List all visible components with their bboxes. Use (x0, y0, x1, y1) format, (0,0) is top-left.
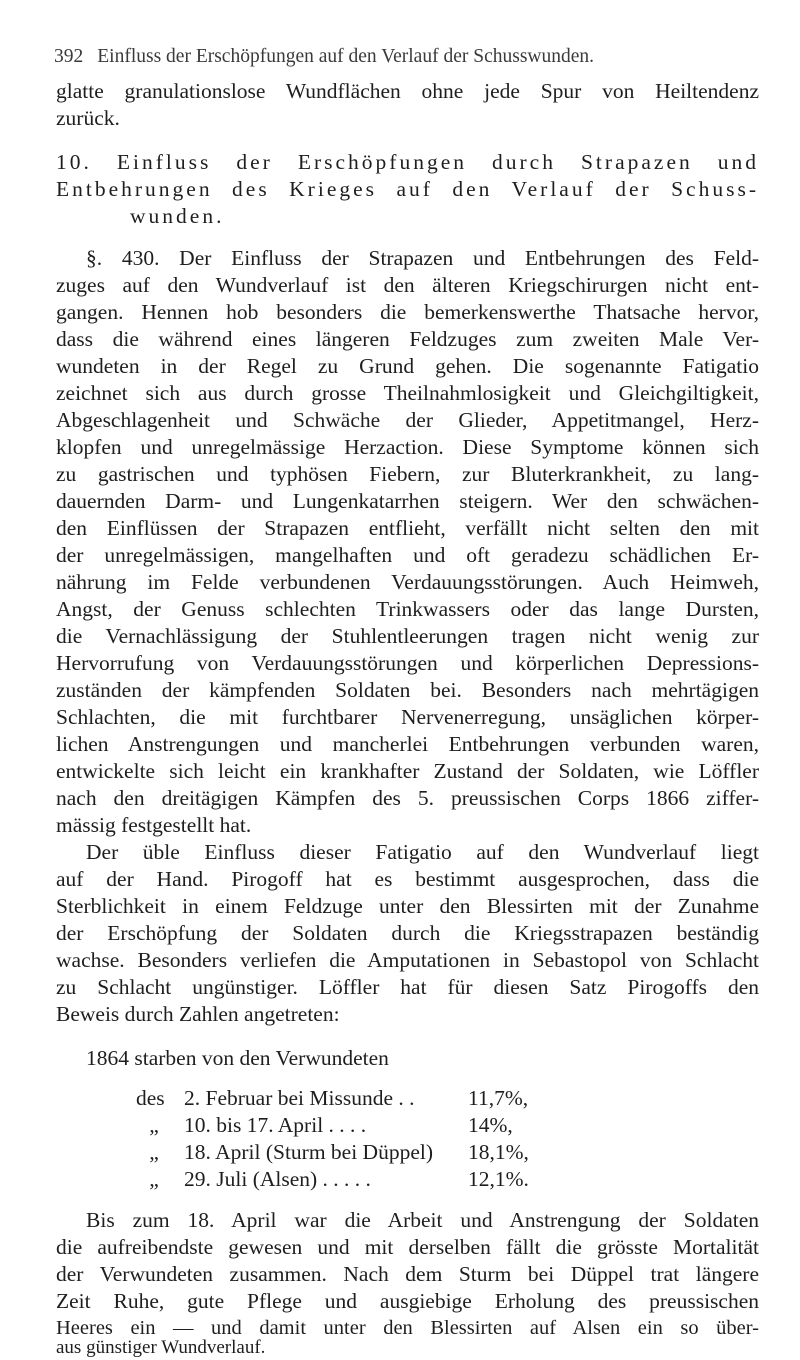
page-number: 392 (54, 46, 84, 67)
text-line: klopfen und unregelmässige Herzaction. Diese Symptome können sich (56, 435, 759, 459)
text-line: Heeres ein — und damit unter den Blessirten auf Alsen ein so über- (56, 1317, 759, 1339)
row-label: 2. Februar bei Missunde . . (184, 1086, 415, 1110)
running-header (54, 46, 594, 68)
text-line: die Vernachlässigung der Stuhlentleerungen tragen nicht wenig zur (56, 624, 759, 648)
row-value: 14%, (468, 1113, 513, 1137)
text-line: den Einflüssen der Strapazen entflieht, verfällt nicht selten den mit (56, 516, 759, 540)
text-line: zuständen der kämpfenden Soldaten bei. Besonders nach mehrtägigen (56, 678, 759, 702)
paragraph-start: §. 430. Der Einfluss der Strapazen und Entbehrungen des Feld- (86, 246, 759, 270)
text-line: gangen. Hennen hob besonders die bemerkenswerthe Thatsache hervor, (56, 300, 759, 324)
text-line: entwickelte sich leicht ein krankhafter Zustand der Soldaten, wie Löffler (56, 759, 759, 783)
text-line: zurück. (56, 106, 120, 130)
paragraph-start: Der üble Einfluss dieser Fatigatio auf den Wundverlauf liegt (86, 840, 759, 864)
section-heading: Entbehrungen des Krieges auf den Verlauf der Schuss- (56, 177, 759, 201)
row-prefix: „ (149, 1113, 159, 1137)
text-line: Hervorrufung von Verdauungsstörungen und körperlichen Depressions- (56, 651, 759, 675)
text-line: mässig festgestellt hat. (56, 813, 252, 837)
row-prefix: „ (149, 1140, 159, 1164)
text-line: Abgeschlagenheit und Schwäche der Glieder, Appetitmangel, Herz- (56, 408, 759, 432)
text-line: zu Schlacht ungünstiger. Löffler hat für diesen Satz Pirogoffs den (56, 975, 759, 999)
row-value: 12,1%. (468, 1167, 529, 1191)
text-line: wachse. Besonders verliefen die Amputationen in Sebastopol von Schlacht (56, 948, 759, 972)
text-line: nach den dreitägigen Kämpfen des 5. preussischen Corps 1866 ziffer- (56, 786, 759, 810)
text-line: Zeit Ruhe, gute Pflege und ausgiebige Erholung des preussischen (56, 1289, 759, 1313)
text-line: zeichnet sich aus durch grosse Theilnahmlosigkeit und Gleichgiltigkeit, (56, 381, 759, 405)
text-line: Angst, der Genuss schlechten Trinkwassers oder das lange Dursten, (56, 597, 759, 621)
section-heading: 10. Einfluss der Erschöpfungen durch Strapazen und (56, 150, 759, 174)
text-line: nährung im Felde verbundenen Verdauungsstörungen. Auch Heimweh, (56, 570, 759, 594)
section-heading: wunden. (130, 204, 225, 228)
paragraph-start: Bis zum 18. April war die Arbeit und Anstrengung der Soldaten (86, 1208, 759, 1232)
row-prefix: des (136, 1086, 165, 1110)
row-label: 10. bis 17. April . . . . (184, 1113, 367, 1137)
text-line: Beweis durch Zahlen angetreten: (56, 1002, 340, 1026)
text-line: die aufreibendste gewesen und mit derselben fällt die grösste Mortalität (56, 1235, 759, 1259)
row-label: 18. April (Sturm bei Düppel) (184, 1140, 434, 1164)
text-line: dauernden Darm- und Lungenkatarrhen steigern. Wer den schwächen- (56, 489, 759, 513)
row-prefix: „ (149, 1167, 159, 1191)
running-title: Einfluss der Erschöpfungen auf den Verlauf der Schusswunden. (97, 46, 595, 67)
text-line: glatte granulationslose Wundflächen ohne jede Spur von Heiltendenz (56, 79, 759, 103)
text-line: der Erschöpfung der Soldaten durch die Kriegsstrapazen beständig (56, 921, 759, 945)
text-line: aus günstiger Wundverlauf. (56, 1337, 266, 1358)
text-line: wundeten in der Regel zu Grund gehen. Die sogenannte Fatigatio (56, 354, 759, 378)
text-line: auf der Hand. Pirogoff hat es bestimmt ausgesprochen, dass die (56, 867, 759, 891)
text-line: zu gastrischen und typhösen Fiebern, zur Bluterkrankheit, zu lang- (56, 462, 759, 486)
text-line: der Verwundeten zusammen. Nach dem Sturm bei Düppel trat längere (56, 1262, 759, 1286)
text-line: der unregelmässigen, mangelhaften und oft geradezu schädlichen Er- (56, 543, 759, 567)
row-value: 18,1%, (468, 1140, 529, 1164)
text-line: Sterblichkeit in einem Feldzuge unter den Blessirten mit der Zunahme (56, 894, 759, 918)
table-intro: 1864 starben von den Verwundeten (86, 1046, 389, 1070)
text-line: zuges auf den Wundverlauf ist den älteren Kriegschirurgen nicht ent- (56, 273, 759, 297)
row-label: 29. Juli (Alsen) . . . . . (184, 1167, 371, 1191)
text-line: Schlachten, die mit furchtbarer Nervenerregung, unsäglichen körper- (56, 705, 759, 729)
row-value: 11,7%, (468, 1086, 529, 1110)
text-line: lichen Anstrengungen und mancherlei Entbehrungen verbunden waren, (56, 732, 759, 756)
text-line: dass die während eines längeren Feldzuges zum zweiten Male Ver- (56, 327, 759, 351)
